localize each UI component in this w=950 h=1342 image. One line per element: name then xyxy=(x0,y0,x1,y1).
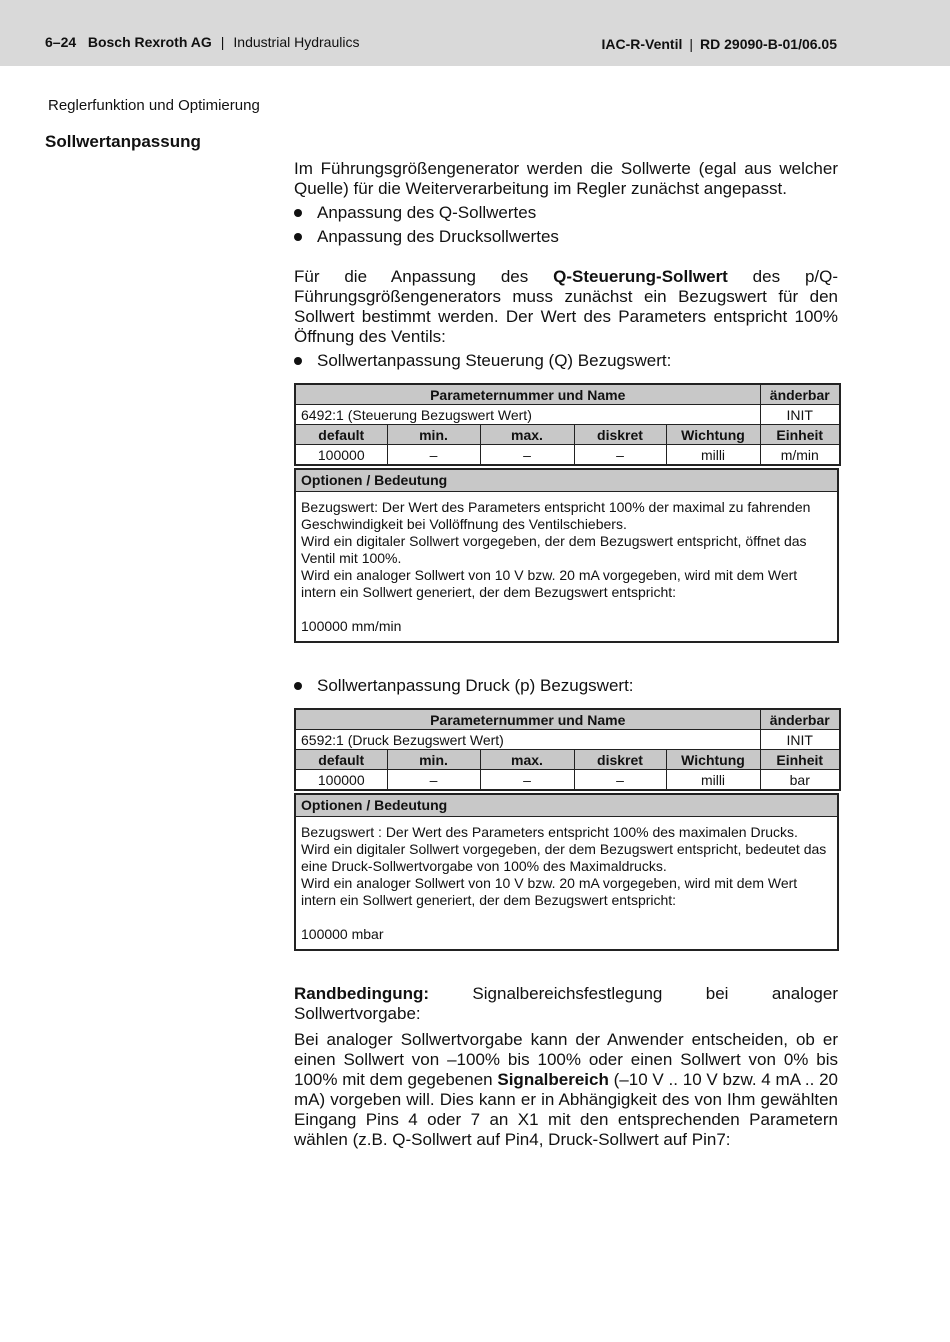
intro-bullet-2: Anpassung des Drucksollwertes xyxy=(294,227,838,247)
value-min: – xyxy=(387,445,480,466)
col-header-min: min. xyxy=(387,750,480,770)
changeable-value: INIT xyxy=(760,405,840,425)
header-left: 6–24 Bosch Rexroth AG | Industrial Hydraulics xyxy=(45,34,360,50)
option-line: Wird ein digitaler Sollwert vorgegeben, der dem Bezugswert entspricht, öffnet das Ventil mit 100%. xyxy=(301,533,807,566)
value-max: – xyxy=(480,770,574,791)
header-right: IAC-R-Ventil | RD 29090-B-01/06.05 xyxy=(601,36,837,52)
constraint-block xyxy=(294,984,838,1150)
changeable-header: änderbar xyxy=(760,709,840,730)
option-line: Bezugswert : Der Wert des Parameters entspricht 100% des maximalen Drucks. xyxy=(301,824,798,840)
intro-bullet-1: Anpassung des Q-Sollwertes xyxy=(294,203,838,223)
constraint-paragraph: Randbedingung: Signalbereichsfestlegung bei analoger Sollwertvorgabe: xyxy=(294,984,838,1023)
value-weighting: milli xyxy=(666,770,760,791)
page-number: 6–24 xyxy=(45,34,77,50)
intro-block xyxy=(294,159,838,247)
changeable-value: INIT xyxy=(760,730,840,750)
intro-paragraph: Im Führungsgrößengenerator werden die Sollwerte (egal aus welcher Quelle) für die Weiterverarbeitung im Regler zunächst angepasst. xyxy=(294,159,838,198)
bullet-p-block xyxy=(294,676,838,696)
option-line: Wird ein analoger Sollwert von 10 V bzw. 20 mA vorgegeben, wird mit dem Wert intern ein Sollwert generiert, der dem Bezugswert entspricht: xyxy=(301,875,798,908)
options-box-p xyxy=(294,793,839,951)
col-header-max: max. xyxy=(480,750,574,770)
value-weighting: milli xyxy=(666,445,760,466)
options-body xyxy=(296,817,837,949)
side-heading: Sollwertanpassung xyxy=(45,132,201,151)
option-line: Bezugswert: Der Wert des Parameters entspricht 100% der maximal zu fahrenden Geschwindigkeit bei Vollöffnung des Ventilschiebers. xyxy=(301,499,811,532)
value-min: – xyxy=(387,770,480,791)
reference-paragraph-block xyxy=(294,267,838,371)
bullet-dot-icon xyxy=(294,357,302,365)
option-line: Wird ein digitaler Sollwert vorgegeben, der dem Bezugswert entspricht, bedeutet das eine Druck-Sollwertvorgabe von 100% des Maximaldrucks. xyxy=(301,841,827,874)
division-name: Industrial Hydraulics xyxy=(233,34,360,50)
col-header-weighting: Wichtung xyxy=(666,750,760,770)
option-result: 100000 mbar xyxy=(301,926,384,942)
value-default: 100000 xyxy=(295,770,387,791)
reference-paragraph: Für die Anpassung des Q-Steuerung-Sollwert des p/Q-Führungsgrößengenerators muss zunächst ein Bezugswert für den Sollwert bestimmt werden. Der Wert des Parameters entspricht 100% Öffnung des Ventils: xyxy=(294,267,839,346)
document-reference: RD 29090-B-01/06.05 xyxy=(700,36,837,52)
bullet-dot-icon xyxy=(294,233,302,241)
option-result: 100000 mm/min xyxy=(301,618,402,634)
value-discrete: – xyxy=(574,445,666,466)
option-line: Wird ein analoger Sollwert von 10 V bzw. 20 mA vorgegeben, wird mit dem Wert intern ein Sollwert generiert, der dem Bezugswert entspricht: xyxy=(301,567,798,600)
col-header-discrete: diskret xyxy=(574,425,666,445)
parameter-table-p xyxy=(294,708,841,791)
col-header-default: default xyxy=(295,750,387,770)
signal-range-paragraph: Bei analoger Sollwertvorgabe kann der Anwender entscheiden, ob er einen Sollwert von –100% bis 100% oder einen Sollwert von 0% bis 100% mit dem gegebenen Signalbereich (–10 V .. 10 V bzw. 4 mA .. 20 mA) vorgeben will. Dies kann er in Abhängigkeit des von Ihm gewählten Eingang Pins 4 oder 7 an X1 mit den entsprechenden Parametern wählen (z.B. Q-Sollwert auf Pin4, Druck-Sollwert auf Pin7: xyxy=(294,1030,838,1149)
col-header-discrete: diskret xyxy=(574,750,666,770)
page-header xyxy=(0,0,950,66)
company-name: Bosch Rexroth AG xyxy=(87,34,212,50)
options-box-q xyxy=(294,468,839,643)
section-title: Reglerfunktion und Optimierung xyxy=(48,97,260,114)
col-header-unit: Einheit xyxy=(760,425,840,445)
constraint-label: Randbedingung: xyxy=(294,984,430,1003)
bullet-q-reference: Sollwertanpassung Steuerung (Q) Bezugswert: xyxy=(294,351,838,371)
product-name: IAC-R-Ventil xyxy=(601,36,683,52)
col-header-weighting: Wichtung xyxy=(666,425,760,445)
param-name-header: Parameternummer und Name xyxy=(295,709,760,730)
param-name-value: 6592:1 (Druck Bezugswert Wert) xyxy=(295,730,760,750)
options-header: Optionen / Bedeutung xyxy=(296,795,837,817)
value-unit: m/min xyxy=(760,445,840,466)
col-header-max: max. xyxy=(480,425,574,445)
bullet-p-reference: Sollwertanpassung Druck (p) Bezugswert: xyxy=(294,676,838,696)
options-body xyxy=(296,492,837,641)
value-default: 100000 xyxy=(295,445,387,466)
bullet-dot-icon xyxy=(294,209,302,217)
col-header-default: default xyxy=(295,425,387,445)
options-header: Optionen / Bedeutung xyxy=(296,470,837,492)
value-unit: bar xyxy=(760,770,840,791)
param-name-header: Parameternummer und Name xyxy=(295,384,760,405)
col-header-unit: Einheit xyxy=(760,750,840,770)
changeable-header: änderbar xyxy=(760,384,840,405)
value-max: – xyxy=(480,445,574,466)
value-discrete: – xyxy=(574,770,666,791)
param-name-value: 6492:1 (Steuerung Bezugswert Wert) xyxy=(295,405,760,425)
col-header-min: min. xyxy=(387,425,480,445)
bullet-dot-icon xyxy=(294,682,302,690)
parameter-table-q xyxy=(294,383,841,466)
